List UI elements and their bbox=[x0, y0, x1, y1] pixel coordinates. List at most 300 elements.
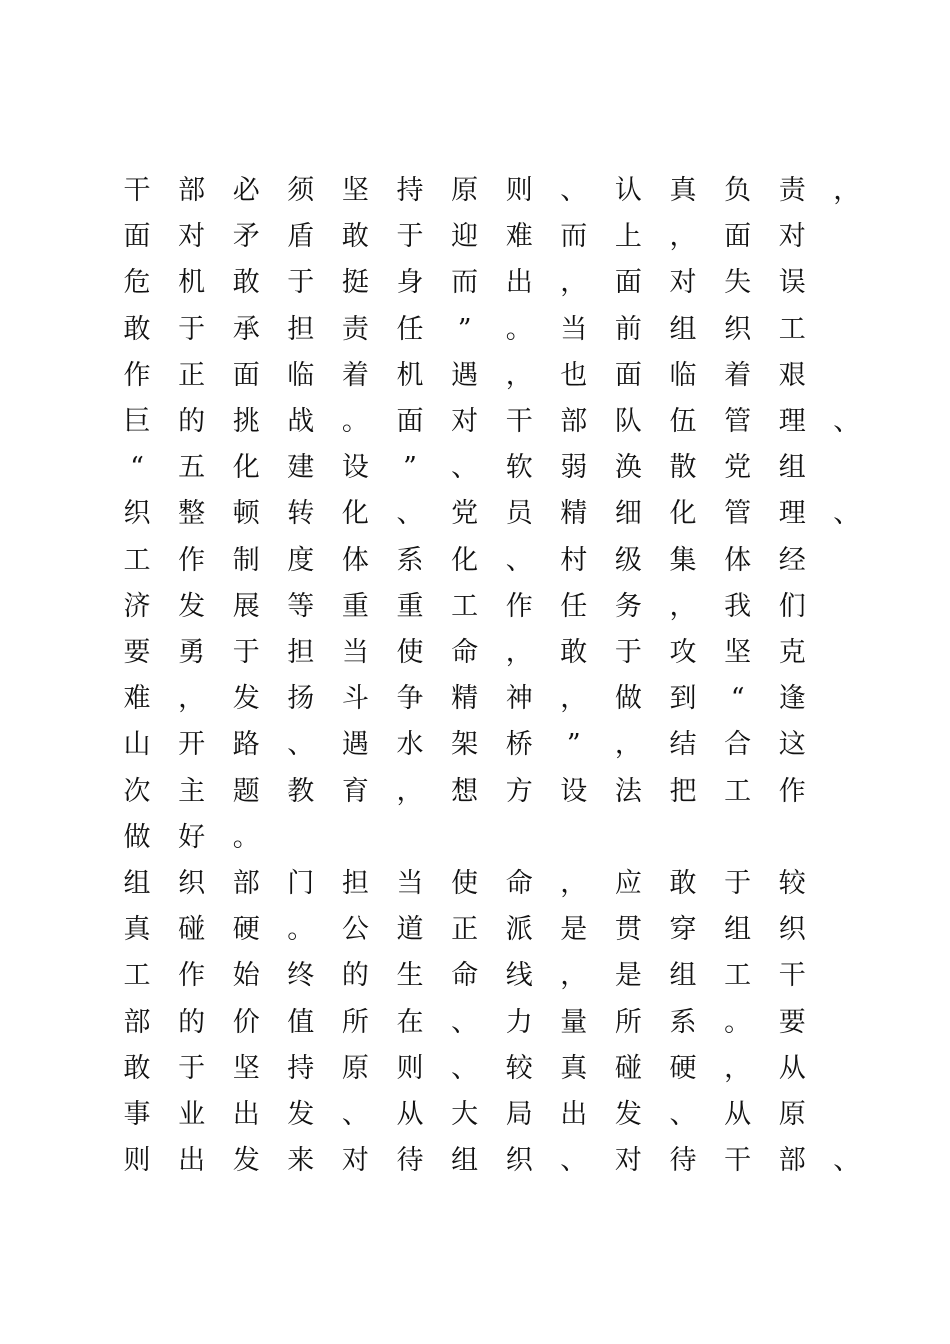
text-char: 于 bbox=[396, 221, 424, 253]
text-char: 真 bbox=[123, 914, 151, 946]
text-char: 负 bbox=[724, 175, 752, 206]
text-char: 应 bbox=[614, 868, 642, 899]
text-char: 题 bbox=[232, 775, 260, 807]
text-line bbox=[0, 1092, 950, 1138]
text-char: 、 bbox=[451, 452, 479, 484]
text-char: 重 bbox=[341, 590, 369, 622]
text-char: 建 bbox=[287, 452, 315, 484]
text-char: 济 bbox=[123, 590, 151, 622]
text-char: 失 bbox=[724, 267, 752, 299]
text-char: 。 bbox=[341, 406, 369, 437]
text-char: 克 bbox=[778, 637, 806, 668]
text-char: 公 bbox=[341, 914, 369, 946]
text-char: 面 bbox=[614, 267, 642, 299]
text-char: 正 bbox=[178, 359, 206, 391]
text-line bbox=[0, 214, 950, 260]
text-char: 于 bbox=[724, 868, 752, 899]
text-char: 盾 bbox=[287, 221, 315, 253]
text-char: 队 bbox=[614, 406, 642, 437]
text-char: 量 bbox=[560, 1006, 588, 1038]
text-char: ， bbox=[833, 175, 861, 206]
text-char: 发 bbox=[287, 1099, 315, 1130]
text-char: 、 bbox=[669, 1099, 697, 1130]
text-char: 员 bbox=[505, 498, 533, 530]
text-char: 设 bbox=[560, 775, 588, 807]
text-char: 桥 bbox=[505, 729, 533, 761]
text-char: ， bbox=[614, 729, 642, 761]
text-char: 架 bbox=[451, 729, 479, 761]
text-line bbox=[0, 953, 950, 999]
text-char: 发 bbox=[178, 590, 206, 622]
text-char: 主 bbox=[178, 775, 206, 807]
text-char: 面 bbox=[123, 221, 151, 253]
text-char: 当 bbox=[396, 868, 424, 899]
text-char: 织 bbox=[724, 313, 752, 345]
text-char: 管 bbox=[724, 406, 752, 437]
text-char: 务 bbox=[614, 590, 642, 622]
text-line bbox=[0, 399, 950, 445]
text-char: 村 bbox=[560, 544, 588, 576]
text-char: 化 bbox=[669, 498, 697, 530]
text-char: ， bbox=[560, 960, 588, 992]
text-line bbox=[0, 538, 950, 584]
text-char: 对 bbox=[341, 1145, 369, 1177]
text-char: 始 bbox=[232, 960, 260, 992]
text-char: 前 bbox=[614, 313, 642, 345]
text-char: 遇 bbox=[451, 359, 479, 391]
text-char: 原 bbox=[451, 175, 479, 206]
text-char: 神 bbox=[505, 683, 533, 715]
text-line bbox=[0, 260, 950, 306]
text-char: 敢 bbox=[341, 221, 369, 253]
text-char: 贯 bbox=[614, 914, 642, 946]
text-char: 法 bbox=[614, 775, 642, 807]
text-char: 部 bbox=[178, 175, 206, 206]
text-char: 理 bbox=[778, 498, 806, 530]
text-char: 组 bbox=[724, 914, 752, 946]
text-char: 组 bbox=[123, 868, 151, 899]
text-char: 出 bbox=[505, 267, 533, 299]
text-char: 巨 bbox=[123, 406, 151, 437]
text-char: 组 bbox=[451, 1145, 479, 1177]
text-char: 理 bbox=[778, 406, 806, 437]
text-line bbox=[0, 722, 950, 768]
text-char: 等 bbox=[287, 590, 315, 622]
text-char: 斗 bbox=[341, 683, 369, 715]
text-char: 工 bbox=[451, 590, 479, 622]
text-char: 碰 bbox=[614, 1052, 642, 1084]
text-char: 部 bbox=[232, 868, 260, 899]
text-char: 系 bbox=[669, 1006, 697, 1038]
text-char: 组 bbox=[778, 452, 806, 484]
text-char: 使 bbox=[396, 637, 424, 668]
text-char: ， bbox=[396, 775, 424, 807]
text-char: 、 bbox=[560, 175, 588, 206]
text-char: 伍 bbox=[669, 406, 697, 437]
text-char: ， bbox=[178, 683, 206, 715]
text-char: 、 bbox=[505, 544, 533, 576]
text-char: 持 bbox=[287, 1052, 315, 1084]
text-char: 党 bbox=[451, 498, 479, 530]
text-char: 要 bbox=[778, 1006, 806, 1038]
text-char: 、 bbox=[341, 1099, 369, 1130]
text-char: 攻 bbox=[669, 637, 697, 668]
text-char: 作 bbox=[505, 590, 533, 622]
text-char: 发 bbox=[232, 683, 260, 715]
text-line bbox=[0, 307, 950, 353]
text-char: 设 bbox=[341, 452, 369, 484]
text-char: 挑 bbox=[232, 406, 260, 437]
text-char: 好 bbox=[178, 821, 206, 853]
text-char: 穿 bbox=[669, 914, 697, 946]
text-char: 正 bbox=[451, 914, 479, 946]
text-char: 合 bbox=[724, 729, 752, 761]
text-char: 坚 bbox=[341, 175, 369, 206]
text-char: 干 bbox=[505, 406, 533, 437]
text-char: 则 bbox=[396, 1052, 424, 1084]
text-char: 道 bbox=[396, 914, 424, 946]
text-char: 派 bbox=[505, 914, 533, 946]
text-char: 而 bbox=[560, 221, 588, 253]
text-char: 党 bbox=[724, 452, 752, 484]
text-char: 制 bbox=[232, 544, 260, 576]
text-char: 作 bbox=[123, 359, 151, 391]
text-char: 经 bbox=[778, 544, 806, 576]
text-char: 则 bbox=[123, 1145, 151, 1177]
text-line bbox=[0, 861, 950, 907]
text-char: 待 bbox=[669, 1145, 697, 1177]
text-char: 、 bbox=[451, 1006, 479, 1038]
text-char: 织 bbox=[178, 868, 206, 899]
text-char: 面 bbox=[614, 359, 642, 391]
text-char: 对 bbox=[178, 221, 206, 253]
text-char: 难 bbox=[123, 683, 151, 715]
text-char: 是 bbox=[560, 914, 588, 946]
text-char: 着 bbox=[724, 359, 752, 391]
text-char: 而 bbox=[451, 267, 479, 299]
text-char: 生 bbox=[396, 960, 424, 992]
text-char: 身 bbox=[396, 267, 424, 299]
text-char: “ bbox=[130, 452, 144, 484]
text-char: 涣 bbox=[614, 452, 642, 484]
text-char: 敢 bbox=[232, 267, 260, 299]
text-char: 面 bbox=[396, 406, 424, 437]
text-char: 碰 bbox=[178, 914, 206, 946]
text-char: 争 bbox=[396, 683, 424, 715]
text-char: 从 bbox=[724, 1099, 752, 1130]
text-char: ， bbox=[505, 359, 533, 391]
text-char: 命 bbox=[451, 637, 479, 668]
text-char: 逢 bbox=[778, 683, 806, 715]
text-char: 业 bbox=[178, 1099, 206, 1130]
text-char: 系 bbox=[396, 544, 424, 576]
text-char: 战 bbox=[287, 406, 315, 437]
text-char: 任 bbox=[560, 590, 588, 622]
text-char: 是 bbox=[614, 960, 642, 992]
text-char: 从 bbox=[778, 1052, 806, 1084]
text-line bbox=[0, 907, 950, 953]
text-char: 这 bbox=[778, 729, 806, 761]
text-char: 挺 bbox=[341, 267, 369, 299]
text-char: 育 bbox=[341, 775, 369, 807]
text-char: 于 bbox=[178, 1052, 206, 1084]
text-char: 担 bbox=[287, 313, 315, 345]
text-char: 必 bbox=[232, 175, 260, 206]
text-char: 敢 bbox=[669, 868, 697, 899]
text-char: 、 bbox=[560, 1145, 588, 1177]
text-line bbox=[0, 1138, 950, 1184]
text-char: 难 bbox=[505, 221, 533, 253]
text-line bbox=[0, 168, 950, 214]
text-char: 原 bbox=[341, 1052, 369, 1084]
text-char: 面 bbox=[232, 359, 260, 391]
text-char: 要 bbox=[123, 637, 151, 668]
text-char: 在 bbox=[396, 1006, 424, 1038]
text-char: 度 bbox=[287, 544, 315, 576]
text-char: ” bbox=[403, 452, 417, 484]
text-char: 原 bbox=[778, 1099, 806, 1130]
text-line bbox=[0, 676, 950, 722]
text-char: 待 bbox=[396, 1145, 424, 1177]
text-char: 责 bbox=[778, 175, 806, 206]
text-char: 发 bbox=[614, 1099, 642, 1130]
text-char: 织 bbox=[778, 914, 806, 946]
text-char: 组 bbox=[669, 960, 697, 992]
text-line bbox=[0, 584, 950, 630]
text-char: 织 bbox=[505, 1145, 533, 1177]
text-char: 敢 bbox=[560, 637, 588, 668]
text-char: 艰 bbox=[778, 359, 806, 391]
text-char: 体 bbox=[724, 544, 752, 576]
text-char: 临 bbox=[287, 359, 315, 391]
text-char: 认 bbox=[614, 175, 642, 206]
text-char: 的 bbox=[178, 1006, 206, 1038]
text-char: 展 bbox=[232, 590, 260, 622]
text-char: 使 bbox=[451, 868, 479, 899]
text-char: 干 bbox=[724, 1145, 752, 1177]
text-char: 坚 bbox=[232, 1052, 260, 1084]
text-char: 组 bbox=[669, 313, 697, 345]
text-char: ， bbox=[669, 221, 697, 253]
text-char: 工 bbox=[724, 960, 752, 992]
text-char: 从 bbox=[396, 1099, 424, 1130]
text-char: 扬 bbox=[287, 683, 315, 715]
text-line bbox=[0, 815, 950, 861]
text-char: 命 bbox=[451, 960, 479, 992]
text-char: 开 bbox=[178, 729, 206, 761]
text-char: 事 bbox=[123, 1099, 151, 1130]
text-char: 。 bbox=[287, 914, 315, 946]
text-char: 作 bbox=[778, 775, 806, 807]
text-char: 的 bbox=[341, 960, 369, 992]
text-char: 做 bbox=[123, 821, 151, 853]
text-char: 当 bbox=[341, 637, 369, 668]
text-char: 危 bbox=[123, 267, 151, 299]
text-char: 对 bbox=[614, 1145, 642, 1177]
text-char: 。 bbox=[724, 1006, 752, 1038]
text-char: 作 bbox=[178, 544, 206, 576]
text-char: 次 bbox=[123, 775, 151, 807]
text-char: 水 bbox=[396, 729, 424, 761]
text-char: 教 bbox=[287, 775, 315, 807]
text-char: 出 bbox=[178, 1145, 206, 1177]
text-char: 工 bbox=[123, 544, 151, 576]
text-char: 机 bbox=[178, 267, 206, 299]
text-char: 部 bbox=[560, 406, 588, 437]
text-char: 转 bbox=[287, 498, 315, 530]
text-char: 较 bbox=[778, 868, 806, 899]
text-char: 值 bbox=[287, 1006, 315, 1038]
text-char: 对 bbox=[451, 406, 479, 437]
text-char: 把 bbox=[669, 775, 697, 807]
text-char: 于 bbox=[232, 637, 260, 668]
text-char: ， bbox=[505, 637, 533, 668]
text-char: 化 bbox=[451, 544, 479, 576]
text-char: 面 bbox=[724, 221, 752, 253]
text-char: 门 bbox=[287, 868, 315, 899]
text-char: 软 bbox=[505, 452, 533, 484]
text-char: 级 bbox=[614, 544, 642, 576]
text-char: 敢 bbox=[123, 313, 151, 345]
text-line bbox=[0, 445, 950, 491]
text-char: 须 bbox=[287, 175, 315, 206]
text-char: ” bbox=[457, 313, 472, 345]
text-char: 、 bbox=[396, 498, 424, 530]
text-char: 当 bbox=[560, 313, 588, 345]
text-char: 较 bbox=[505, 1052, 533, 1084]
text-char: 也 bbox=[560, 359, 588, 391]
text-char: ， bbox=[560, 267, 588, 299]
text-char: 细 bbox=[614, 498, 642, 530]
text-char: 们 bbox=[778, 590, 806, 622]
text-char: 工 bbox=[724, 775, 752, 807]
text-char: 部 bbox=[123, 1006, 151, 1038]
text-char: 硬 bbox=[232, 914, 260, 946]
text-char: 价 bbox=[232, 1006, 260, 1038]
text-char: 局 bbox=[505, 1099, 533, 1130]
text-char: 部 bbox=[778, 1145, 806, 1177]
text-char: 对 bbox=[778, 221, 806, 253]
text-line bbox=[0, 353, 950, 399]
text-char: 真 bbox=[669, 175, 697, 206]
text-char: 精 bbox=[560, 498, 588, 530]
text-char: ， bbox=[560, 683, 588, 715]
text-char: 发 bbox=[232, 1145, 260, 1177]
text-char: 力 bbox=[505, 1006, 533, 1038]
text-char: 干 bbox=[778, 960, 806, 992]
text-char: 来 bbox=[287, 1145, 315, 1177]
text-char: 持 bbox=[396, 175, 424, 206]
text-char: 所 bbox=[614, 1006, 642, 1038]
text-char: 弱 bbox=[560, 452, 588, 484]
text-char: 我 bbox=[724, 590, 752, 622]
text-char: 真 bbox=[560, 1052, 588, 1084]
text-char: 大 bbox=[451, 1099, 479, 1130]
text-char: 、 bbox=[287, 729, 315, 761]
text-char: 线 bbox=[505, 960, 533, 992]
text-char: 工 bbox=[778, 313, 806, 345]
text-char: 重 bbox=[396, 590, 424, 622]
text-char: 方 bbox=[505, 775, 533, 807]
text-line bbox=[0, 769, 950, 815]
text-char: 终 bbox=[287, 960, 315, 992]
text-char: 上 bbox=[614, 221, 642, 253]
text-char: 想 bbox=[451, 775, 479, 807]
text-char: 顿 bbox=[232, 498, 260, 530]
text-char: 。 bbox=[505, 313, 533, 345]
text-line bbox=[0, 491, 950, 537]
text-char: 机 bbox=[396, 359, 424, 391]
text-char: ， bbox=[560, 868, 588, 899]
text-char: ， bbox=[669, 590, 697, 622]
text-char: 工 bbox=[123, 960, 151, 992]
text-line bbox=[0, 630, 950, 676]
text-char: 作 bbox=[178, 960, 206, 992]
text-char: 矛 bbox=[232, 221, 260, 253]
text-char: 、 bbox=[833, 498, 861, 530]
text-char: 误 bbox=[778, 267, 806, 299]
text-char: 织 bbox=[123, 498, 151, 530]
text-char: 做 bbox=[614, 683, 642, 715]
text-char: 路 bbox=[232, 729, 260, 761]
text-char: 、 bbox=[451, 1052, 479, 1084]
text-char: 散 bbox=[669, 452, 697, 484]
text-char: 迎 bbox=[451, 221, 479, 253]
text-char: 对 bbox=[669, 267, 697, 299]
text-char: 担 bbox=[341, 868, 369, 899]
text-char: 体 bbox=[341, 544, 369, 576]
text-char: 出 bbox=[232, 1099, 260, 1130]
text-char: 管 bbox=[724, 498, 752, 530]
text-char: 到 bbox=[669, 683, 697, 715]
text-char: 化 bbox=[232, 452, 260, 484]
text-char: 集 bbox=[669, 544, 697, 576]
text-char: 山 bbox=[123, 729, 151, 761]
text-char: 敢 bbox=[123, 1052, 151, 1084]
text-char: 整 bbox=[178, 498, 206, 530]
text-char: 于 bbox=[178, 313, 206, 345]
text-char: 责 bbox=[341, 313, 369, 345]
text-line bbox=[0, 1046, 950, 1092]
text-char: 干 bbox=[123, 175, 151, 206]
text-char: 。 bbox=[232, 821, 260, 853]
text-char: 于 bbox=[614, 637, 642, 668]
text-line bbox=[0, 1000, 950, 1046]
text-char: 任 bbox=[396, 313, 424, 345]
text-char: 于 bbox=[287, 267, 315, 299]
text-char: 承 bbox=[232, 313, 260, 345]
text-char: 命 bbox=[505, 868, 533, 899]
text-char: 五 bbox=[178, 452, 206, 484]
text-char: 出 bbox=[560, 1099, 588, 1130]
text-char: “ bbox=[730, 683, 745, 715]
text-char: 担 bbox=[287, 637, 315, 668]
text-char: 硬 bbox=[669, 1052, 697, 1084]
text-char: ， bbox=[724, 1052, 752, 1084]
text-char: 所 bbox=[341, 1006, 369, 1038]
text-char: 遇 bbox=[341, 729, 369, 761]
text-char: 则 bbox=[505, 175, 533, 206]
text-char: 坚 bbox=[724, 637, 752, 668]
text-char: 精 bbox=[451, 683, 479, 715]
text-char: 、 bbox=[833, 1145, 861, 1177]
text-char: 结 bbox=[669, 729, 697, 761]
text-char: 的 bbox=[178, 406, 206, 437]
text-char: 、 bbox=[833, 406, 861, 437]
text-char: 临 bbox=[669, 359, 697, 391]
text-char: 着 bbox=[341, 359, 369, 391]
text-char: 化 bbox=[341, 498, 369, 530]
